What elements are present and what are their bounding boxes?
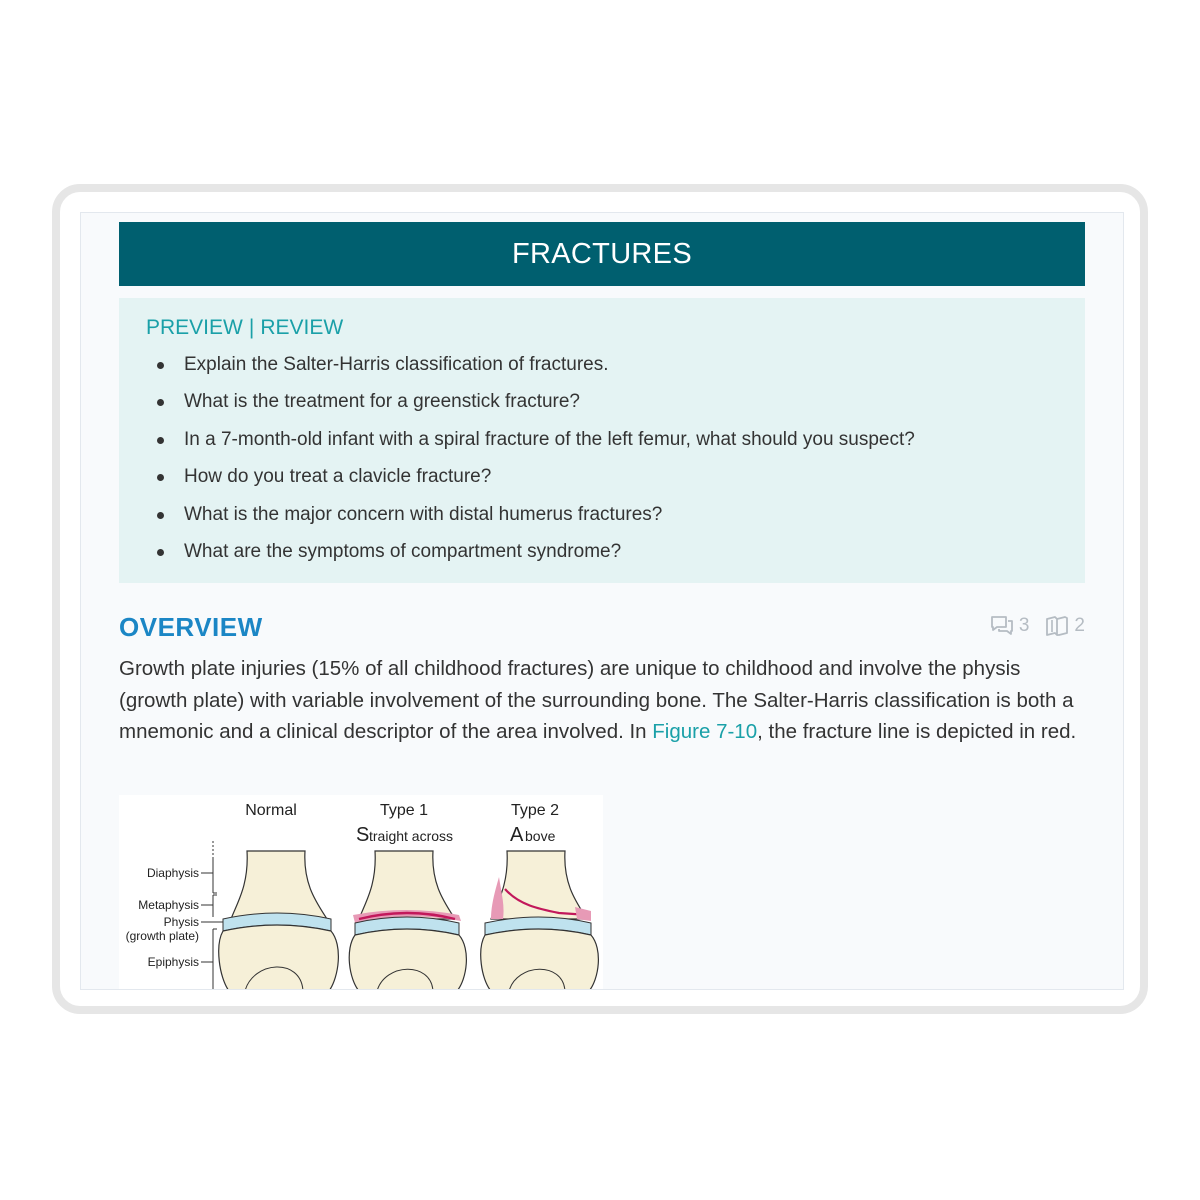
preview-review-box bbox=[119, 298, 1085, 583]
list-item: Explain the Salter-Harris classification of fractures. bbox=[184, 346, 1059, 383]
label-diaphysis: Diaphysis bbox=[146, 866, 199, 880]
chapter-banner bbox=[119, 222, 1085, 286]
chapter-title: FRACTURES bbox=[512, 237, 692, 270]
overview-paragraph bbox=[119, 653, 1089, 748]
list-item: How do you treat a clavicle fracture? bbox=[184, 458, 1059, 495]
paragraph-text-end: , the fracture line is depicted in red. bbox=[757, 720, 1077, 743]
col-type2: Type 2 bbox=[510, 802, 560, 819]
bone-type2 bbox=[481, 851, 599, 990]
type2-mnemonic: bove bbox=[525, 828, 556, 844]
col-type1: Type 1 bbox=[379, 802, 429, 819]
list-item: What are the symptoms of compartment syndrome? bbox=[184, 533, 1059, 570]
list-item: What is the treatment for a greenstick fracture? bbox=[184, 383, 1059, 420]
type2-initial: A bbox=[510, 824, 524, 846]
list-item: What is the major concern with distal humerus fractures? bbox=[184, 496, 1059, 533]
question-list bbox=[146, 346, 1059, 570]
bone-type1 bbox=[349, 851, 466, 990]
preview-review-heading bbox=[146, 316, 1059, 340]
section-meta bbox=[990, 615, 1085, 637]
salter-harris-figure bbox=[119, 795, 603, 990]
book-icon bbox=[1045, 615, 1069, 637]
type1-mnemonic: traight across bbox=[369, 828, 454, 844]
comments-icon bbox=[990, 615, 1014, 637]
notes-count: 2 bbox=[1074, 615, 1085, 636]
paragraph-text: Growth plate injuries (15% of all childhood fractures) are unique to childhood and involve the physis (growth plate) with variable involvement of the surrounding bone. The Salter-Harris classification is both a mnemonic and a clinical descriptor of the area involved. In bbox=[119, 657, 1074, 743]
preview-tab[interactable]: PREVIEW bbox=[146, 316, 243, 339]
comments-count: 3 bbox=[1018, 615, 1030, 636]
label-metaphysis: Metaphysis bbox=[138, 898, 199, 912]
type1-initial: S bbox=[356, 824, 370, 846]
col-normal: Normal bbox=[245, 802, 297, 819]
notes-button[interactable] bbox=[1045, 615, 1085, 637]
label-physis: Physis bbox=[163, 915, 199, 929]
figure-illustration bbox=[119, 795, 603, 990]
bone-normal bbox=[219, 851, 339, 990]
list-item: In a 7-month-old infant with a spiral fracture of the left femur, what should you suspect? bbox=[184, 421, 1059, 458]
heading-separator: | bbox=[248, 316, 255, 339]
review-tab[interactable]: REVIEW bbox=[260, 316, 344, 339]
label-epiphysis: Epiphysis bbox=[147, 955, 199, 969]
comments-button[interactable] bbox=[990, 615, 1030, 637]
label-growth-plate: (growth plate) bbox=[125, 929, 199, 943]
section-heading: OVERVIEW bbox=[119, 612, 263, 642]
figure-link[interactable]: Figure 7-10 bbox=[652, 720, 758, 743]
content-screen bbox=[80, 212, 1124, 990]
